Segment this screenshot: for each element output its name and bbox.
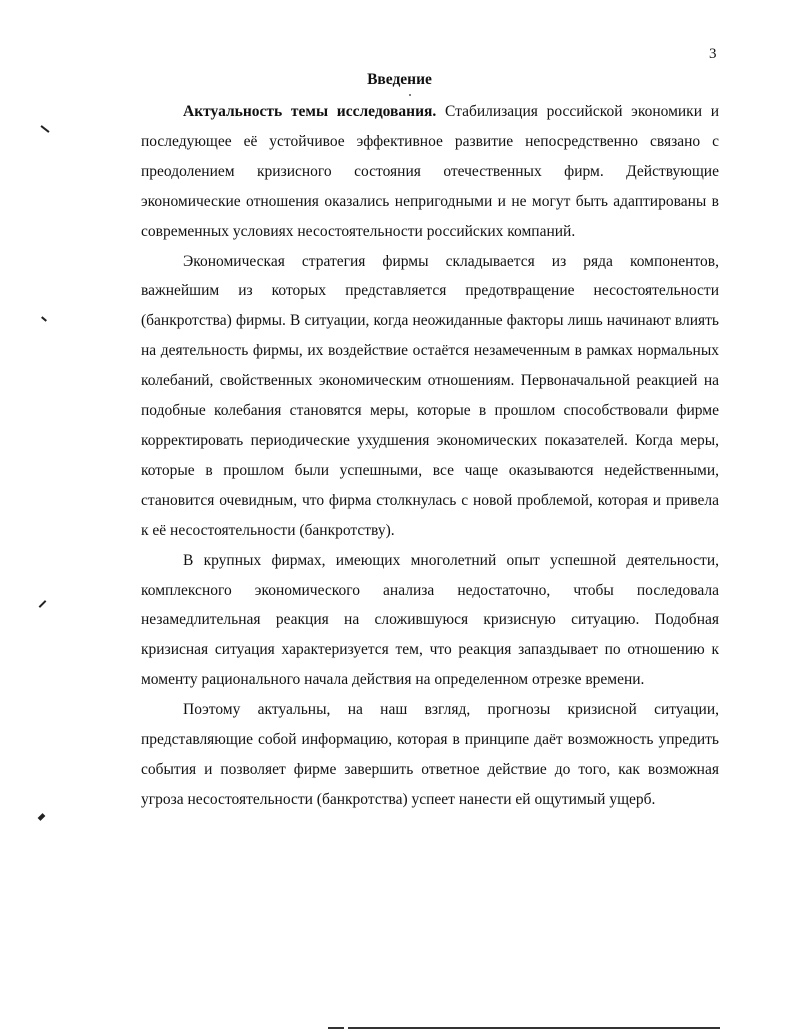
- margin-mark: [41, 316, 47, 321]
- paragraph-large-firms: В крупных фирмах, имеющих многолетний опыт успешной деятельности, комплексного экономического анализа недостаточно, чтобы последовала незамедлительная реакция на сложившуюся кризисную ситуацию. Подобная кризисная ситуация характеризуется тем, что реакция запаздывает по отношению к моменту рационального начала действия на определенном отрезке времени.: [141, 551, 719, 689]
- document-body: [141, 97, 719, 815]
- paragraph-forecasts: Поэтому актуальны, на наш взгляд, прогнозы кризисной ситуации, представляющие собой информацию, которая в принципе даёт возможность упредить события и позволяет фирме завершить ответное действие до того, как возможная угроза несостоятельности (банкротства) успеет нанести ей ощутимый ущерб.: [141, 701, 719, 808]
- paragraph-relevance: [141, 97, 719, 247]
- bottom-rule: [328, 1027, 720, 1029]
- paragraph-lead: Актуальность темы исследования.: [183, 103, 437, 120]
- page-number: 3: [709, 46, 717, 62]
- margin-mark: [40, 125, 49, 133]
- margin-mark: [38, 813, 46, 821]
- paragraph-strategy: Экономическая стратегия фирмы складывается из ряда компонентов, важнейшим из которых представляется предотвращение несостоятельности (банкротства) фирмы. В ситуации, когда неожиданные факторы лишь начинают влиять на деятельность фирмы, их воздействие остаётся незамеченным в рамках нормальных колебаний, свойственных экономическим отношениям. Первоначальной реакцией на подобные колебания становятся меры, которые в прошлом способствовали фирме корректировать периодические ухудшения экономических показателей. Когда меры, которые в прошлом были успешными, все чаще оказываются недейственными, становится очевидным, что фирма столкнулась с новой проблемой, которая и привела к её несостоятельности (банкротству).: [141, 252, 719, 539]
- scan-dot: [409, 94, 411, 96]
- bottom-rule-gap: [344, 1026, 348, 1030]
- paragraph-text: Стабилизация российской экономики и последующее её устойчивое эффективное развитие непосредственно связано с преодолением кризисного состояния отечественных фирм. Действующие экономические отношения оказались непригодными и не могут быть адаптированы в современных условиях несостоятельности российских компаний.: [141, 103, 719, 240]
- page-title: Введение: [367, 71, 432, 88]
- margin-mark: [39, 600, 47, 608]
